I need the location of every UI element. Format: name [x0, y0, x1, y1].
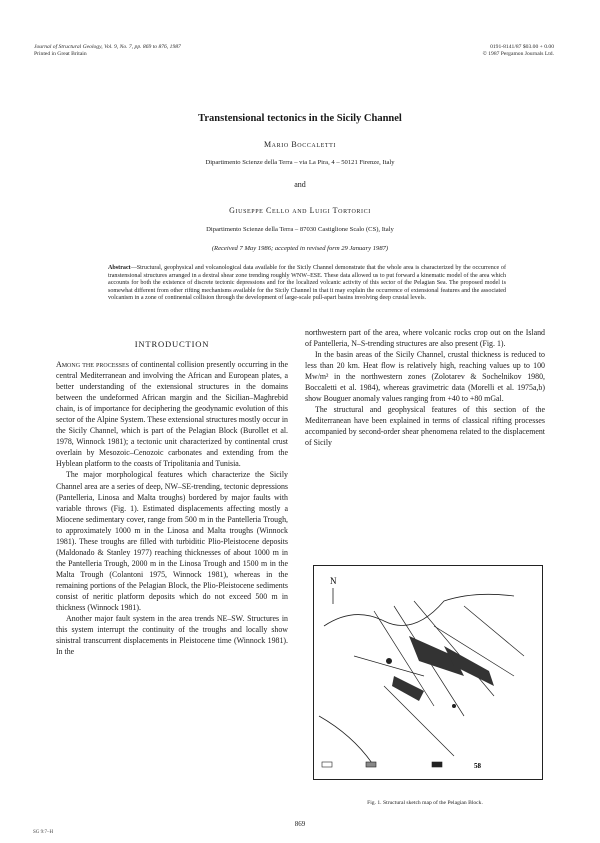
- affiliation-2: Dipartimento Scienze della Terra – 87030 Castiglione Scalo (CS), Italy: [206, 226, 394, 233]
- page-number: 869: [294, 820, 306, 828]
- section-heading-introduction: INTRODUCTION: [134, 339, 210, 349]
- linosa-island: [452, 704, 456, 708]
- intro-paragraph-3: Another major fault system in the area trends NE–SW. Structures in this system interrupt the continuity of the troughs and locally show sinistral transcurrent displacements in Pleistocene time (Winnock 1981). In the: [56, 614, 288, 657]
- intro-paragraph-6: The structural and geophysical features of this section of the Mediterranean have been explained in terms of classical rifting processes accompanied by second-order shear phenomena related to the displacement of Sicily: [305, 405, 545, 448]
- coastline: [324, 594, 514, 626]
- abstract-text: —Structural, geophysical and volcanological data available for the Sicily Channel demonstrate that the whole area is characterized by the occurrence of transtensional structures arranged in a dextral shear zone trending roughly WNW–ESE. These data allowed us to put forward a kinematic model of the area which accounts for both the existence of discrete tectonic depressions and for the localized volcanic activity of this sector of the Pelagian Sea. The proposed model is somewhat different from other rifting mechanisms available for the Sicily Channel in that it may explain the occurrence of extensional features and the associated volcanism in a zone of continental collision through the development of large-scale pull-apart basins involving deep crustal levels.: [108, 265, 506, 302]
- author-line-2: Giuseppe Cello and Luigi Tortorici: [229, 206, 371, 215]
- author-line-1: Mario Boccaletti: [263, 140, 337, 149]
- intro-paragraph-2: The major morphological features which characterize the Sicily Channel area are a series of deep, NW–SE-trending, tectonic depressions (Pantelleria, Linosa and Malta troughs) bordered by major faults with variable throws (Fig. 1). Estimated displacements affecting mostly a Miocene sedimentary cover, range from 500 m in the Pantelleria Trough, to approximately 1000 m in the Linosa and Malta troughs (Winnock 1981). These troughs are filled with turbiditic Plio-Pleistocene deposits (Maldonado & Stanley 1977) reaching thicknesses of about 1000 m in the Pantelleria Trough, 2000 m in the Linosa Trough and 1500 m in the Malta Trough (Colantoni 1975, Winnock 1981), whereas in the remaining portions of the Pelagian Block, the Plio-Pleistocene sediments consist of neritic platform deposits which do not exceed 500 m in thickness (Winnock 1981).: [56, 470, 288, 613]
- abstract-label: Abstract: [108, 265, 131, 271]
- footer-code: SG 9:7–H: [33, 830, 54, 835]
- copyright: © 1987 Pergamon Journals Ltd.: [482, 51, 554, 57]
- issn-price: 0191-8141/87 $03.00 + 0.00: [490, 44, 554, 50]
- fault-lines: [354, 601, 524, 756]
- pantelleria-island: [386, 658, 392, 664]
- figure-caption: Fig. 1. Structural sketch map of the Pelagian Block.: [367, 800, 483, 806]
- intro-paragraph-1: Among the processes of continental collision presently occurring in the central Mediterranean and involving the African and European plates, a better understanding of the extensional structures in the domains between the undeformed African margin and the Sicilian–Maghrebid chain, is of importance for deciphering the geodynamic evolution of this sector of the Alpine System. These extensional structures mostly occur in the Sicily Channel, which is part of the Pelagian Block (Burollet et al. 1978, Winnock 1981); a tectonic unit characterized by continental crust overlain by Mesozoic–Cenozoic carbonates and extending from the Hyblean platform to the coasts of Tripolitania and Tunisia.: [56, 360, 288, 469]
- copyright-header: [394, 44, 554, 58]
- affiliation-1: Dipartimento Scienze della Terra – via La Pira, 4 – 50121 Firenze, Italy: [205, 159, 395, 166]
- structural-map-graphic: [314, 566, 542, 779]
- journal-header: [34, 44, 294, 58]
- paragraph-lead: Among the processes: [56, 360, 130, 369]
- received-dates: (Received 7 May 1986; accepted in revised form 29 January 1987): [211, 245, 389, 252]
- coastline-south: [319, 716, 374, 766]
- and-separator: and: [294, 180, 306, 189]
- right-column: [305, 327, 545, 449]
- intro-paragraph-5: In the basin areas of the Sicily Channel, crustal thickness is reduced to less than 20 km. Heat flow is relatively high, reaching values up to 100 Mw/m² in the northwestern zones (Zolotarev & Sochelnikov 1980, Boccaletti et al. 1984), whereas gravimetric data (Morelli et al. 1975a,b) show Bouguer anomaly values ranging from +40 to +80 mGal.: [305, 350, 545, 404]
- printed-in: Printed in Great Britain: [34, 51, 87, 57]
- north-arrow-label: N: [330, 576, 337, 586]
- intro-paragraph-4: northwestern part of the area, where volcanic rocks crop out on the Island of Pantelleria, N–S-trending structures are also present (Fig. 1).: [305, 328, 545, 349]
- abstract: [108, 265, 506, 303]
- journal-citation: Journal of Structural Geology, Vol. 9, No. 7, pp. 869 to 876, 1987: [34, 44, 181, 50]
- paper-title: Transtensional tectonics in the Sicily Channel: [198, 113, 402, 124]
- legend-box: [322, 762, 442, 767]
- legend-number: 58: [474, 762, 481, 770]
- figure-1-structural-map: [313, 565, 543, 780]
- left-column: [56, 359, 288, 657]
- trough-basins: [392, 636, 494, 701]
